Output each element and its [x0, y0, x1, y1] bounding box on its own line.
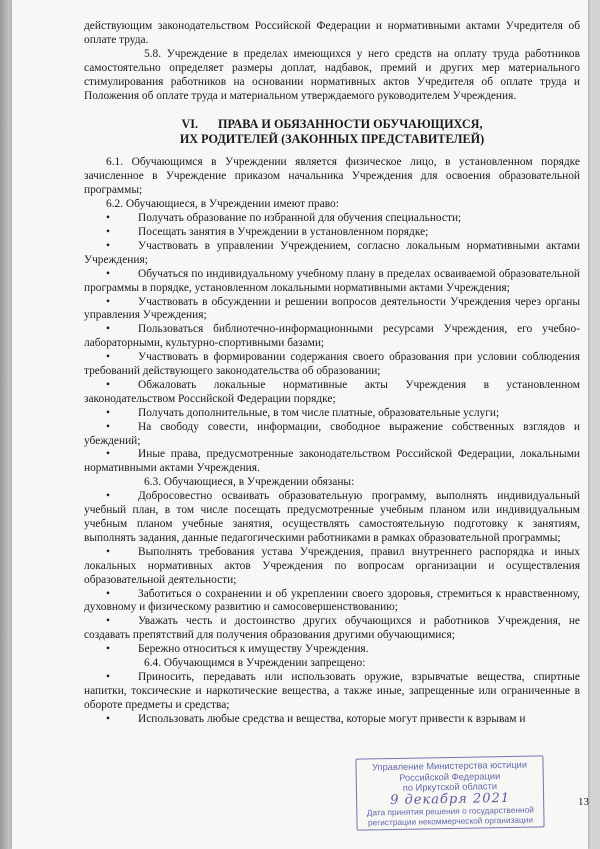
- bullet-icon: •: [106, 615, 110, 628]
- prohibition-item-text: Использовать любые средства и вещества, которые могут привести к взрывам и: [138, 712, 526, 725]
- bullet-icon: •: [106, 545, 110, 558]
- right-item-text: Посещать занятия в Учреждении в установленном порядке;: [138, 225, 429, 238]
- bullet-icon: •: [106, 420, 110, 433]
- registration-stamp: [355, 755, 544, 830]
- bullet-icon: •: [106, 212, 110, 225]
- clause-6-1: 6.1. Обучающимся в Учреждении является физическое лицо, в установленном порядке зачисленное в Учреждение приказом начальника Учреждения для освоения образовательной программы;: [84, 156, 580, 197]
- prohibition-item-text: Приносить, передавать или использовать оружие, взрывчатые вещества, спиртные напитки, токсические и наркотические вещества, а также иные, запрещенные или ограниченные в обороте предметы и средства;: [84, 670, 580, 711]
- page-number: 13: [578, 796, 589, 808]
- bullet-icon: •: [106, 712, 110, 725]
- right-item-text: Получать дополнительные, в том числе платные, образовательные услуги;: [138, 406, 500, 419]
- stamp-line5: регистрации некоммерческой организации: [367, 814, 534, 827]
- right-item: [84, 212, 580, 226]
- duty-item: [84, 588, 580, 616]
- duty-item: [84, 546, 580, 588]
- duty-item: [84, 643, 580, 657]
- duty-item-text: Уважать честь и достоинство других обучающихся и работников Учреждения, не создавать препятствий для получения образования другими обучающимися;: [84, 615, 580, 642]
- page-edge: [0, 0, 12, 849]
- stamp-line4: Дата принятия решения о государственной: [366, 804, 534, 818]
- section-title-line2: ИХ РОДИТЕЛЕЙ (ЗАКОННЫХ ПРЕДСТАВИТЕЛЕЙ): [179, 132, 485, 147]
- right-item: [84, 407, 580, 421]
- section-heading: [84, 117, 580, 147]
- duty-item-text: Добросовестно осваивать образовательную программу, выполнять индивидуальный учебный план, в том числе посещать предусмотренные учебным планом или индивидуальным учебным планом учебные занятия, осуществлять самостоятельную подготовку к занятиям, выполнять задания, данные педагогическими работниками в рамках образовательной программы;: [84, 490, 580, 544]
- right-item-text: Участвовать в формировании содержания своего образования при условии соблюдения требований действующего законодательства об образовании;: [84, 351, 580, 378]
- bullet-icon: •: [106, 267, 110, 280]
- right-item: [84, 323, 580, 351]
- stamp-date: 9 декабря 2021: [390, 790, 511, 808]
- bullet-icon: •: [106, 406, 110, 419]
- right-item-text: Обучаться по индивидуальному учебному плану в пределах осваиваемой образовательной программы в порядке, установленном локальными нормативными актами Учреждения;: [84, 267, 580, 294]
- duty-item-text: Заботиться о сохранении и об укреплении своего здоровья, стремиться к нравственному, духовному и физическому развитию и самосовершенствованию;: [84, 587, 580, 614]
- bullet-icon: •: [106, 490, 110, 503]
- section-number: VI.: [181, 117, 199, 132]
- bullet-icon: •: [106, 323, 110, 336]
- right-item: [84, 268, 580, 296]
- bullet-icon: •: [106, 295, 110, 308]
- stamp-line3: по Иркутской области: [402, 781, 498, 793]
- prohibitions-list: [84, 671, 580, 727]
- duties-list: [84, 490, 580, 657]
- intro-paragraph: действующим законодательством Российской Федерации и нормативными актами Учредителя об оплате труда.: [84, 20, 580, 46]
- duty-item-text: Выполнять требования устава Учреждения, правил внутреннего распорядка и иных локальных нормативных актов Учреждения по вопросам организации и осуществления образовательной деятельности;: [84, 545, 580, 586]
- right-item: [84, 240, 580, 268]
- clause-6-3: 6.3. Обучающиеся, в Учреждении обязаны:: [144, 476, 355, 489]
- bullet-icon: •: [106, 378, 110, 391]
- prohibition-item: [84, 671, 580, 713]
- prohibition-item: [84, 713, 580, 727]
- stamp-line1: Управление Министерства юстиции: [371, 759, 528, 773]
- right-item-text: Участвовать в обсуждении и решении вопросов деятельности Учреждения через органы управления Учреждения;: [84, 295, 580, 322]
- right-item: [84, 226, 580, 240]
- right-item-text: Участвовать в управлении Учреждением, согласно локальным нормативными актами Учреждения;: [84, 239, 580, 266]
- section-title-line1: ПРАВА И ОБЯЗАННОСТИ ОБУЧАЮЩИХСЯ,: [218, 117, 483, 132]
- bullet-icon: •: [106, 670, 110, 683]
- right-item-text: Обжаловать локальные нормативные акты Учреждения в установленном законодательством Российской Федерации порядке;: [84, 378, 580, 405]
- clause-6-2: 6.2. Обучающиеся, в Учреждении имеют право:: [106, 198, 339, 211]
- bullet-icon: •: [106, 587, 110, 600]
- document-body: [84, 20, 580, 727]
- bullet-icon: •: [106, 239, 110, 252]
- right-item-text: Пользоваться библиотечно-информационными ресурсами Учреждения, его учебно-лабораторными, культурно-спортивными базами;: [84, 323, 580, 350]
- right-item-text: Иные права, предусмотренные законодательством Российской Федерации, локальными нормативными актами Учреждения.: [84, 448, 580, 475]
- bullet-icon: •: [106, 448, 110, 461]
- bullet-icon: •: [106, 351, 110, 364]
- rights-list: [84, 212, 580, 476]
- right-item: [84, 448, 580, 476]
- clause-5-8: 5.8. Учреждение в пределах имеющихся у него средств на оплату труда работников самостоятельно определяет размеры доплат, надбавок, премий и других мер материального стимулирования работников на основании нормативных актов Учредителя об оплате труда и Положения об оплате труда и материальном утверждаемого руководителем Учреждения.: [84, 47, 580, 102]
- right-item: [84, 379, 580, 407]
- right-item: [84, 351, 580, 379]
- document-page: [12, 0, 588, 849]
- right-item: [84, 296, 580, 324]
- bullet-icon: •: [106, 225, 110, 238]
- right-item-text: На свободу совести, информации, свободное выражение собственных взглядов и убеждений;: [84, 420, 580, 447]
- right-item-text: Получать образование по избранной для обучения специальности;: [138, 212, 462, 225]
- duty-item: [84, 490, 580, 546]
- clause-6-4: 6.4. Обучающимся в Учреждении запрещено:: [144, 657, 366, 670]
- duty-item-text: Бережно относиться к имуществу Учреждения.: [138, 643, 369, 656]
- right-item: [84, 421, 580, 449]
- bullet-icon: •: [106, 643, 110, 656]
- duty-item: [84, 615, 580, 643]
- stamp-line2: Российской Федерации: [399, 770, 501, 783]
